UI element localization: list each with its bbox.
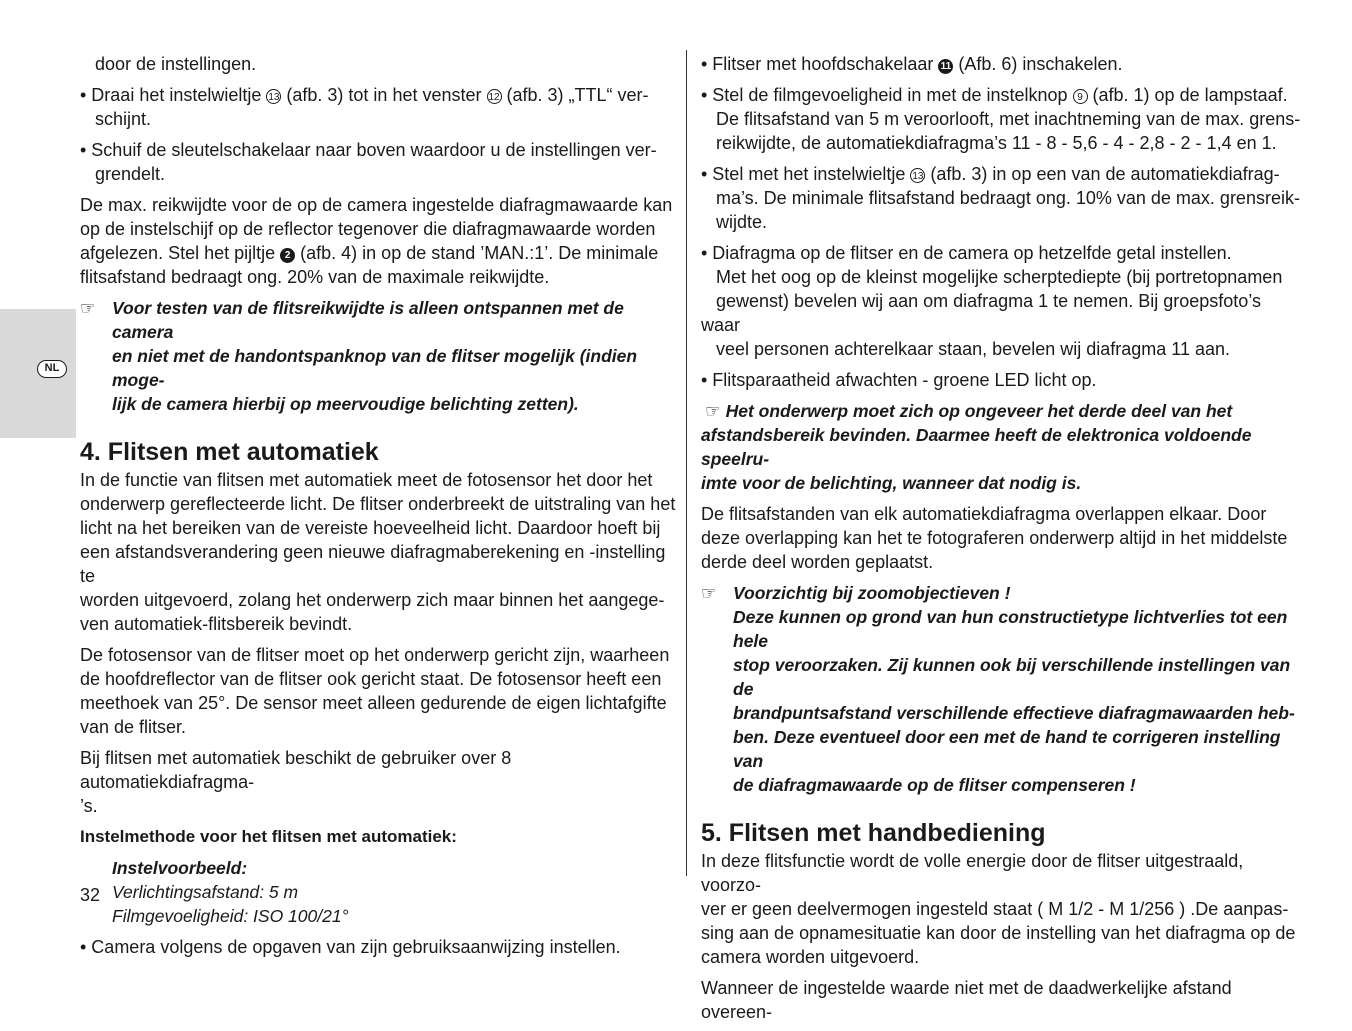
note-zoom-lenses: ☞ Voorzichtig bij zoomobjectieven ! Deze kunnen op grond van hun constructietype lichtverlies tot een hele stop veroorzaken. Zij kunnen ook bij verschillende instellingen van de brandpuntsafstand verschillende effectieve diafragmawaarden heb- ben. Deze eventueel door een met de hand te corrigeren instelling van de diafragmawaarde op de flitser compenseren ! xyxy=(701,583,1295,795)
section-heading-4: 4. Flitsen met automatiek xyxy=(80,438,379,466)
bullet-lock-switch: • Schuif de sleutelschakelaar naar boven waardoor u de instellingen ver- grendelt. xyxy=(80,140,657,184)
callout-11-icon: 11 xyxy=(938,59,953,74)
pointing-hand-icon: ☞ xyxy=(701,583,717,603)
callout-12-icon: 12 xyxy=(487,89,502,104)
callout-13-icon: 13 xyxy=(910,168,925,183)
paragraph-mismatch: Wanneer de ingestelde waarde niet met de daadwerkelijke afstand overeen- xyxy=(701,978,1232,1022)
paragraph-max-range: De max. reikwijdte voor de op de camera ingestelde diafragmawaarde kan op de instelschijf op de reflector tegenover die diafragmawaarde worden afgelezen. Stel het pijltje 2 (afb. 4) in op de stand ’MAN.:1’. De minimale flitsafstand bedraagt ong. 20% van de maximale reikwijdte. xyxy=(80,195,673,287)
example-block: Instelvoorbeeld: Verlichtingsafstand: 5 m Filmgevoeligheid: ISO 100/21° xyxy=(112,858,349,926)
bullet-film-speed: • Stel de filmgevoeligheid in met de instelknop 9 (afb. 1) op de lampstaaf. De flitsafstand van 5 m veroorlooft, met inachtneming van de max. grens- reikwijdte, de automatiekdiafragma’s 11 - 8 - 5,6 - 4 - 2,8 - 2 - 1,4 en 1. xyxy=(701,85,1301,153)
bullet-set-dial: • Stel met het instelwieltje 13 (afb. 3) in op een van de automatiekdiafrag- ma’s. De minimale flitsafstand bedraagt ong. 10% van de max. grensreik- wijdte. xyxy=(701,164,1300,232)
paragraph-auto-apertures: Bij flitsen met automatiek beschikt de gebruiker over 8 automatiekdiafragma- ’s. xyxy=(80,748,512,816)
callout-13-icon: 13 xyxy=(266,89,281,104)
note-subject-distance: ☞ Het onderwerp moet zich op ongeveer het derde deel van het afstandsbereik bevinden. Daarmee heeft de elektronica voldoende speelru- imte voor de belichting, wanneer dat nodig is. xyxy=(701,401,1252,493)
right-column xyxy=(701,52,1304,1031)
page-number: 32 xyxy=(80,885,101,905)
paragraph-manual-flash: In deze flitsfunctie wordt de volle energie door de flitser uitgestraald, voorzo- ver er geen deelvermogen ingesteld staat ( M 1/2 - M 1/256 ) .De aanpas- sing aan de opnamesituatie kan door de instelling van het diafragma op de camera worden uitgevoerd. xyxy=(701,851,1296,967)
pointing-hand-icon: ☞ xyxy=(80,298,96,318)
pointing-hand-icon: ☞ xyxy=(705,401,721,421)
paragraph-overlap: De flitsafstanden van elk automatiekdiafragma overlappen elkaar. Door deze overlapping kan het te fotograferen onderwerp altijd in het middelste derde deel worden geplaatst. xyxy=(701,504,1288,572)
language-badge: NL xyxy=(37,360,67,378)
note-test-range: ☞ Voor testen van de flitsreikwijdte is alleen ontspannen met de camera en niet met de handontspanknop van de flitser mogelijk (indien moge- lijk de camera hierbij op meervoudige belichting zetten). xyxy=(80,298,638,414)
bullet-aperture: • Diafragma op de flitser en de camera op hetzelfde getal instellen. Met het oog op de kleinst mogelijke scherptediepte (bij portretopnamen gewenst) bevelen wij aan om diafragma 1 te nemen. Bij groepsfoto’s waar veel personen achterelkaar staan, bevelen wij diafragma 11 aan. xyxy=(701,243,1283,359)
left-column xyxy=(80,52,676,966)
bullet-turn-dial: • Draai het instelwieltje 13 (afb. 3) tot in het venster 12 (afb. 3) „TTL“ ver- schijnt. xyxy=(80,85,649,129)
callout-9-icon: 9 xyxy=(1073,89,1088,104)
subheading-method: Instelmethode voor het flitsen met automatiek: xyxy=(80,827,457,846)
bullet-main-switch: • Flitser met hoofdschakelaar 11 (Afb. 6) inschakelen. xyxy=(701,54,1123,74)
paragraph-auto-flash: In de functie van flitsen met automatiek meet de fotosensor het door het onderwerp gereflecteerde licht. De flitser onderbreekt de uitstraling van het licht na het bereiken van de vereiste hoeveelheid licht. Daardoor hoeft bij een afstandsverandering geen nieuwe diafragmaberekening en -instelling te worden uitgevoerd, zolang het onderwerp zich maar binnen het aangege- ven automatiek-flitsbereik bevindt. xyxy=(80,470,676,634)
paragraph-photosensor: De fotosensor van de flitser moet op het onderwerp gericht zijn, waarheen de hoofdreflector van de flitser ook gericht staat. De fotosensor heeft een meethoek van 25°. De sensor meet alleen gedurende de eigen lichtafgifte van de flitser. xyxy=(80,645,670,737)
paragraph: door de instellingen. xyxy=(95,54,257,74)
callout-2-icon: 2 xyxy=(280,248,295,263)
section-heading-5: 5. Flitsen met handbediening xyxy=(701,819,1046,847)
bullet-camera-setup: • Camera volgens de opgaven van zijn gebruiksaanwijzing instellen. xyxy=(80,937,621,957)
column-divider xyxy=(686,50,687,876)
bullet-ready-led: • Flitsparaatheid afwachten - groene LED licht op. xyxy=(701,370,1097,390)
